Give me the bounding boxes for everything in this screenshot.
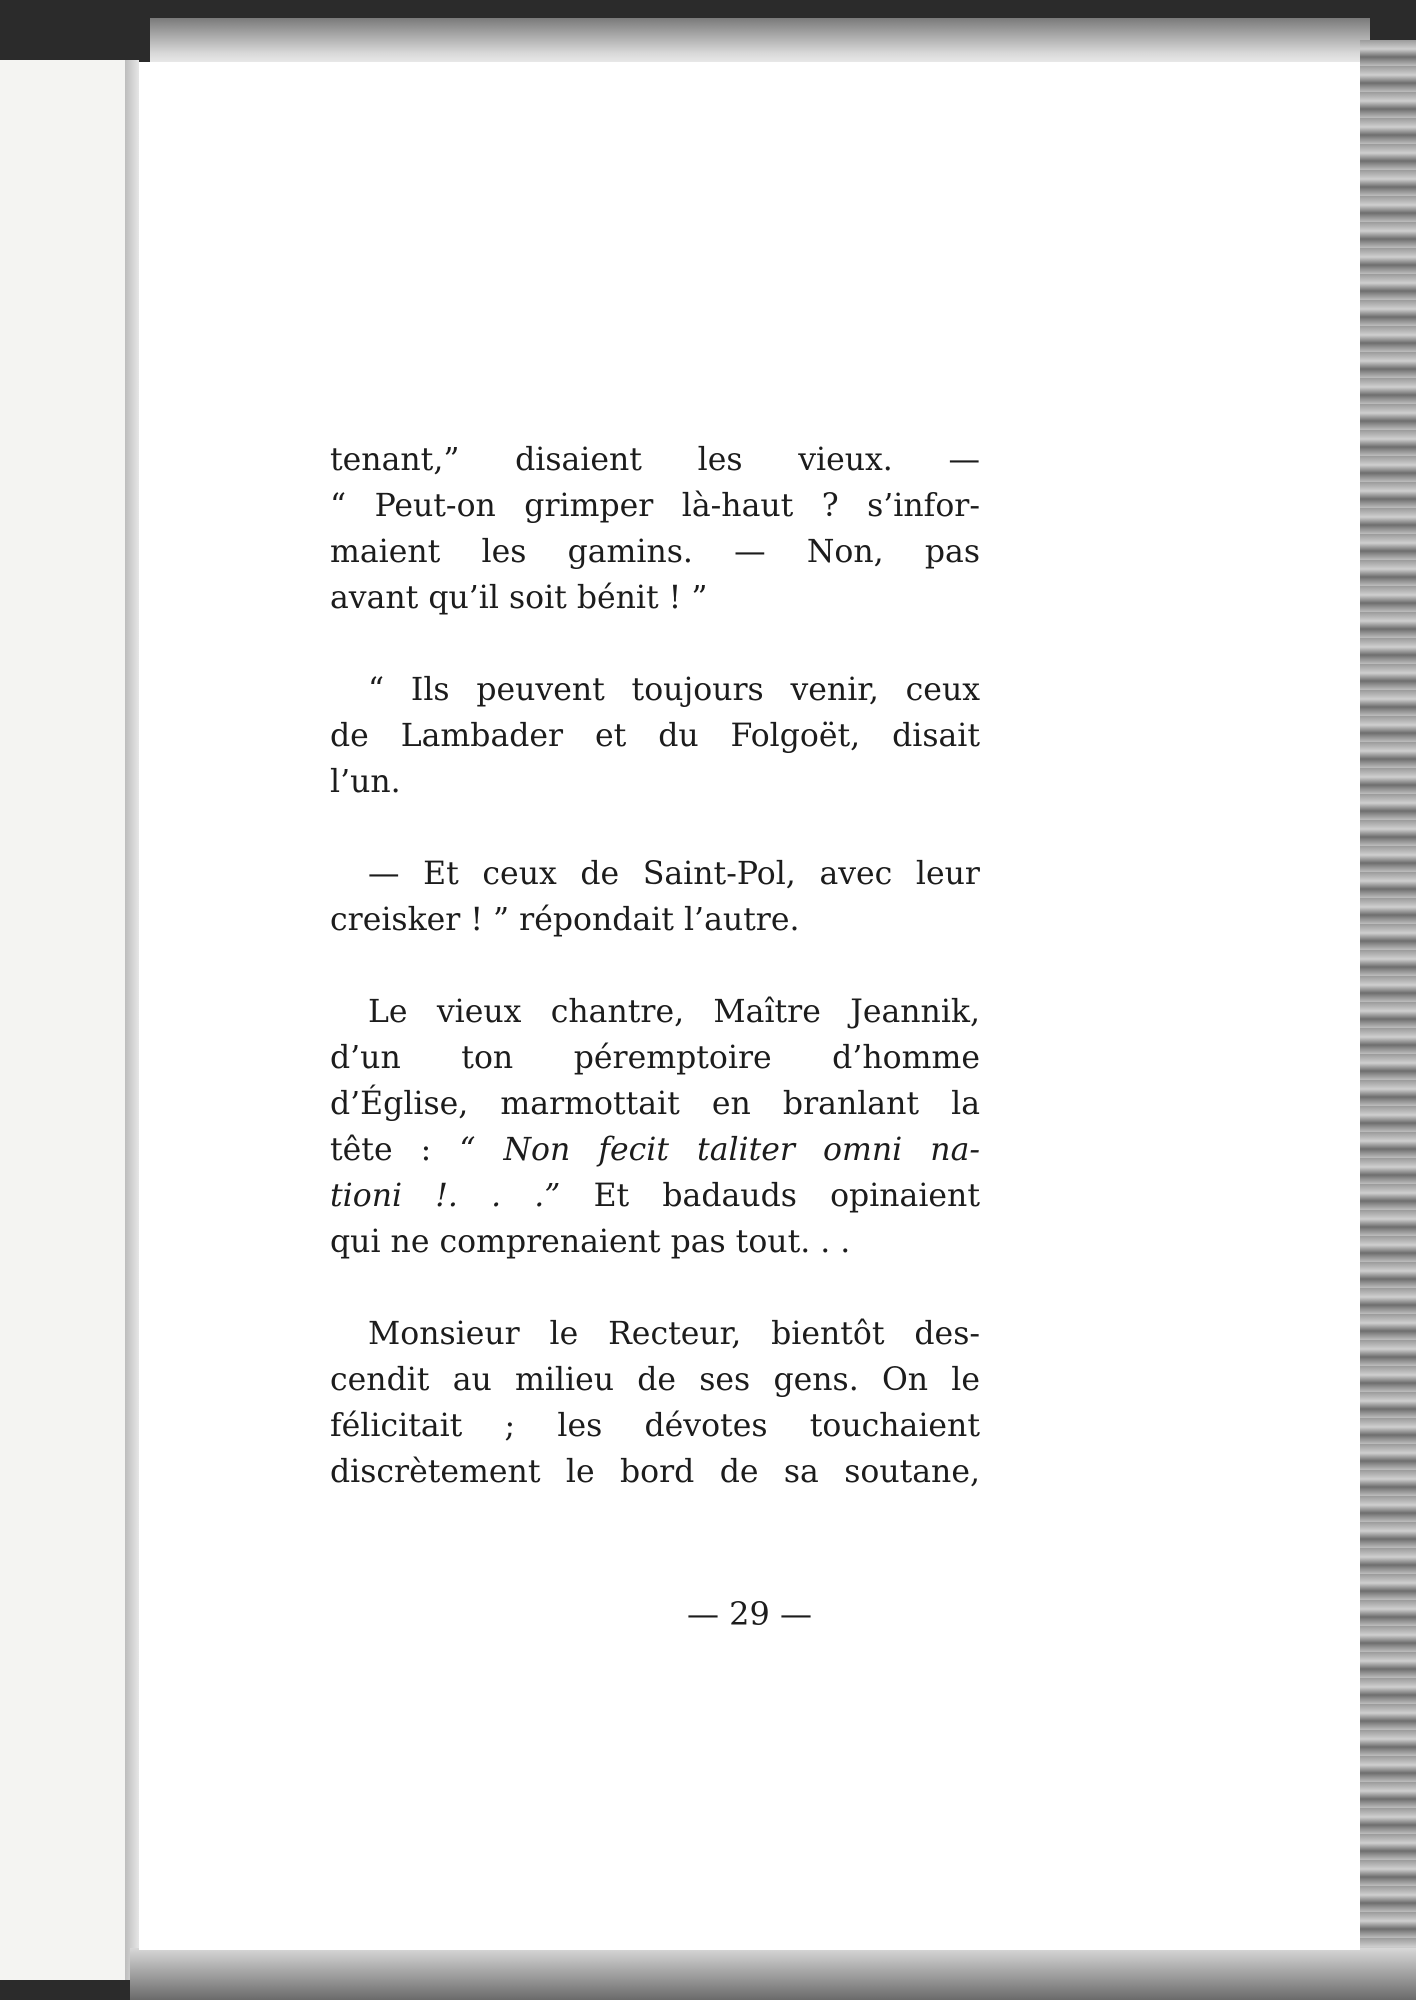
paragraph-4 xyxy=(330,989,980,1265)
latin-quote-end: tioni !. . .” xyxy=(330,1178,561,1214)
text-line: “ Ils peuvent toujours venir, ceux xyxy=(368,672,980,708)
text-line: — Et ceux de Saint-Pol, avec leur xyxy=(368,856,980,892)
book-top-edge xyxy=(150,18,1370,68)
paragraph-3 xyxy=(330,851,980,943)
paragraph-5 xyxy=(330,1311,980,1495)
text-line: creisker ! ” répondait l’autre. xyxy=(330,902,800,938)
text-line: “ Peut-on grimper là-haut ? s’infor- xyxy=(330,488,980,524)
text-line: avant qu’il soit bénit ! ” xyxy=(330,580,708,616)
paragraph-2 xyxy=(330,667,980,805)
text-line: l’un. xyxy=(330,764,401,800)
book-bottom-edge xyxy=(130,1948,1416,2000)
book-gutter xyxy=(125,60,139,1980)
text-line: cendit au milieu de ses gens. On le xyxy=(330,1362,980,1398)
page-number: — 29 — xyxy=(686,1595,813,1633)
text-line: maient les gamins. — Non, pas xyxy=(330,534,980,570)
text-fragment: tête : xyxy=(330,1132,432,1168)
facing-page-edge xyxy=(0,60,125,1980)
text-fragment: Et badauds opinaient xyxy=(593,1178,980,1214)
text-line: d’un ton péremptoire d’homme xyxy=(330,1040,980,1076)
text-line-mixed xyxy=(330,1127,980,1173)
text-line: discrètement le bord de sa soutane, xyxy=(330,1454,980,1490)
text-line: Monsieur le Recteur, bientôt des- xyxy=(368,1316,980,1352)
page-text xyxy=(330,437,980,1541)
text-line: qui ne comprenaient pas tout. . . xyxy=(330,1224,851,1260)
latin-quote: “ Non fecit taliter omni na- xyxy=(459,1132,980,1168)
text-line: tenant,” disaient les vieux. — xyxy=(330,442,980,478)
text-line: félicitait ; les dévotes touchaient xyxy=(330,1408,980,1444)
text-line-mixed xyxy=(330,1173,980,1219)
text-line: d’Église, marmottait en branlant la xyxy=(330,1086,980,1122)
paragraph-1 xyxy=(330,437,980,621)
text-line: Le vieux chantre, Maître Jeannik, xyxy=(368,994,980,1030)
text-line: de Lambader et du Folgoët, disait xyxy=(330,718,980,754)
book-fore-edge xyxy=(1360,40,1416,2000)
